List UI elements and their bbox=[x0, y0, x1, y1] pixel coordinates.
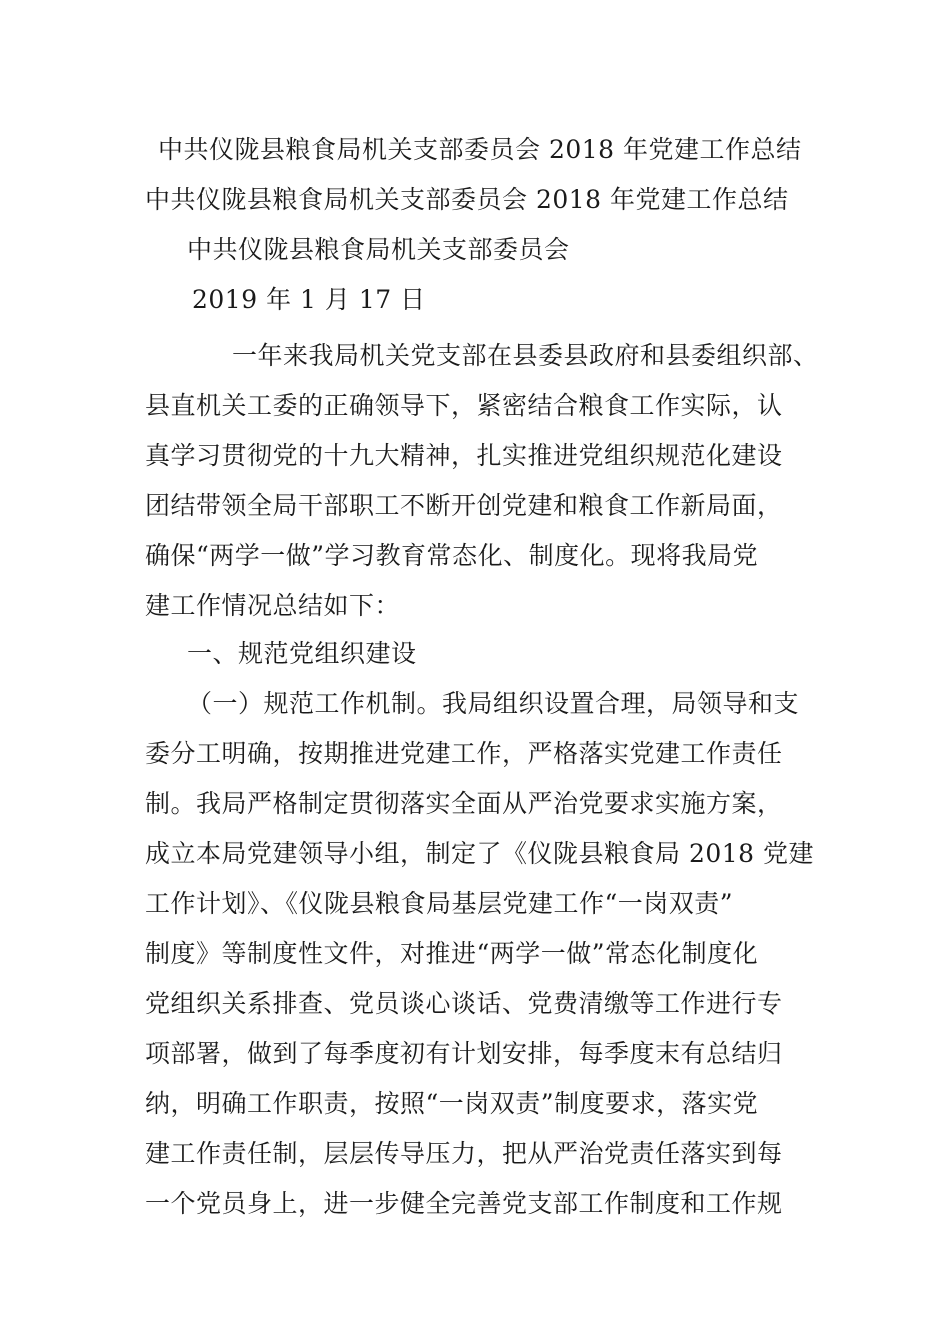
organization-name: 中共仪陇县粮食局机关支部委员会 bbox=[187, 235, 570, 264]
body-line: 工作计划》、《仪陇县粮食局基层党建工作“一岗双责” bbox=[145, 889, 734, 918]
body-line: 真学习贯彻党的十九大精神，扎实推进党组织规范化建设 bbox=[145, 441, 783, 470]
body-line: 制。我局严格制定贯彻落实全面从严治党要求实施方案， bbox=[145, 789, 783, 818]
body-line: 一年来我局机关党支部在县委县政府和县委组织部、 bbox=[232, 341, 819, 370]
body-line: 县直机关工委的正确领导下，紧密结合粮食工作实际，认 bbox=[145, 391, 783, 420]
body-line: 建工作责任制，层层传导压力，把从严治党责任落实到每 bbox=[145, 1139, 783, 1168]
body-line: （一）规范工作机制。我局组织设置合理，局领导和支 bbox=[187, 689, 800, 718]
body-line: 建工作情况总结如下： bbox=[145, 591, 401, 620]
body-line: 党组织关系排查、党员谈心谈话、党费清缴等工作进行专 bbox=[145, 989, 783, 1018]
body-line: 成立本局党建领导小组，制定了《仪陇县粮食局 2018 党建 bbox=[145, 839, 815, 868]
document-date: 2019 年 1 月 17 日 bbox=[192, 285, 426, 314]
body-line: 委分工明确，按期推进党建工作，严格落实党建工作责任 bbox=[145, 739, 783, 768]
document-title-line-1: 中共仪陇县粮食局机关支部委员会 2018 年党建工作总结 bbox=[158, 135, 802, 164]
body-line: 确保“两学一做”学习教育常态化、制度化。现将我局党 bbox=[145, 541, 759, 570]
section-heading: 一、规范党组织建设 bbox=[187, 639, 417, 668]
body-line: 纳，明确工作职责，按照“一岗双责”制度要求，落实党 bbox=[145, 1089, 759, 1118]
body-line: 制度》等制度性文件，对推进“两学一做”常态化制度化 bbox=[145, 939, 759, 968]
document-title-line-2: 中共仪陇县粮食局机关支部委员会 2018 年党建工作总结 bbox=[145, 185, 789, 214]
body-line: 一个党员身上，进一步健全完善党支部工作制度和工作规 bbox=[145, 1189, 783, 1218]
body-line: 项部署，做到了每季度初有计划安排，每季度末有总结归 bbox=[145, 1039, 783, 1068]
body-line: 团结带领全局干部职工不断开创党建和粮食工作新局面， bbox=[145, 491, 783, 520]
